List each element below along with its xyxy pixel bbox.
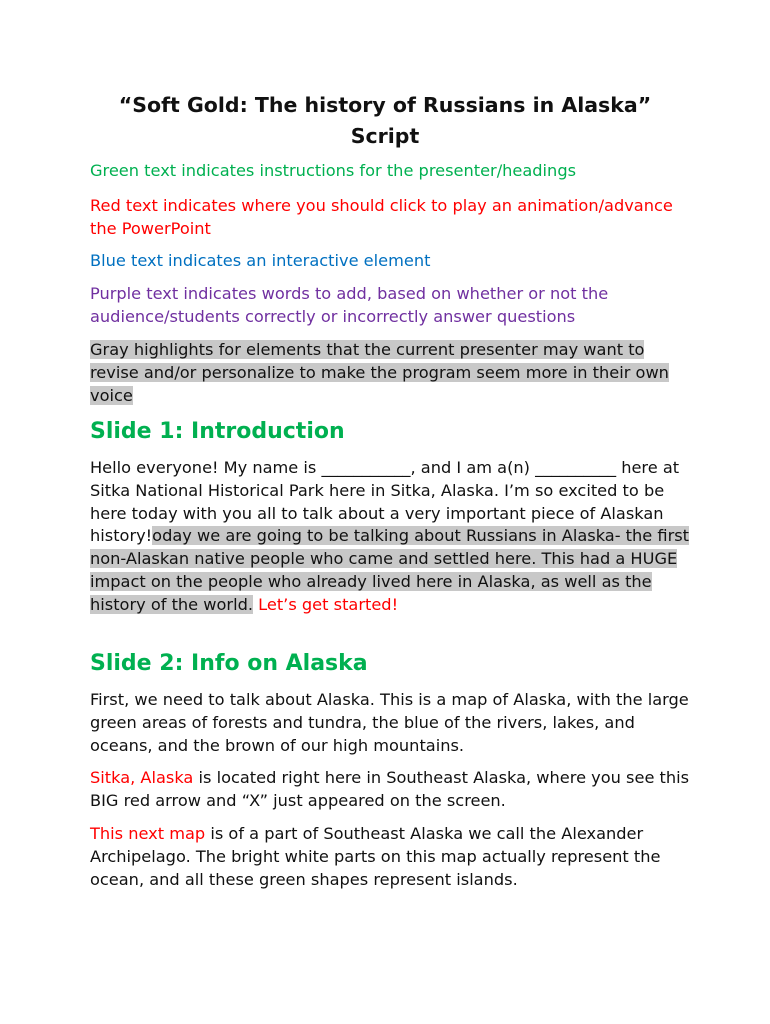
- slide1-paragraph: [90, 457, 690, 617]
- slide2-paragraph-3: [90, 823, 690, 891]
- slide2-paragraph-3-text: is of a part of Southeast Alaska we call the Alexander Archipelago. The bright white parts on this map actually represent the ocean, and all these green shapes represent islands.: [90, 824, 661, 889]
- slide2-paragraph-2: [90, 767, 690, 813]
- slide2-heading: Slide 2: Info on Alaska: [90, 651, 368, 676]
- slide2-paragraph-2-text: is located right here in Southeast Alaska, where you see this BIG red arrow and “X” just appeared on the screen.: [90, 768, 690, 810]
- legend-red: Red text indicates where you should click to play an animation/advance the PowerPoint: [90, 196, 673, 238]
- slide1-highlighted-text: oday we are going to be talking about Russians in Alaska- the first non-Alaskan native people who came and settled here. This had a HUGE impact on the people who already lived here in Alaska, as well as the history of the world.: [90, 526, 690, 614]
- legend-gray: [90, 339, 690, 407]
- legend-green: Green text indicates instructions for the presenter/headings: [90, 161, 577, 180]
- slide1-heading: Slide 1: Introduction: [90, 419, 345, 444]
- legend-purple: Purple text indicates words to add, based on whether or not the audience/students correctly or incorrectly answer questions: [90, 284, 609, 326]
- legend-gray-text: Gray highlights for elements that the current presenter may want to revise and/or personalize to make the program seem more in their own voice: [90, 340, 669, 405]
- slide2-click-cue-sitka: Sitka, Alaska: [90, 768, 194, 787]
- title-line-1: “Soft Gold: The history of Russians in Alaska”: [118, 93, 652, 117]
- title-line-2: Script: [350, 124, 420, 148]
- slide2-click-cue-map: This next map: [90, 824, 206, 843]
- slide2-paragraph-1: First, we need to talk about Alaska. This is a map of Alaska, with the large green areas of forests and tundra, the blue of the rivers, lakes, and oceans, and the brown of our high mountains.: [90, 690, 689, 755]
- slide1-text: Hello everyone! My name is ___________, and I am a(n) __________ here at Sitka National Historical Park here in Sitka, Alaska. I’m so excited to be here today with you all to talk about a very important piece of Alaskan history!: [90, 458, 680, 546]
- document-title: [80, 90, 690, 152]
- legend-blue: Blue text indicates an interactive element: [90, 251, 431, 270]
- slide1-click-cue: Let’s get started!: [253, 594, 399, 614]
